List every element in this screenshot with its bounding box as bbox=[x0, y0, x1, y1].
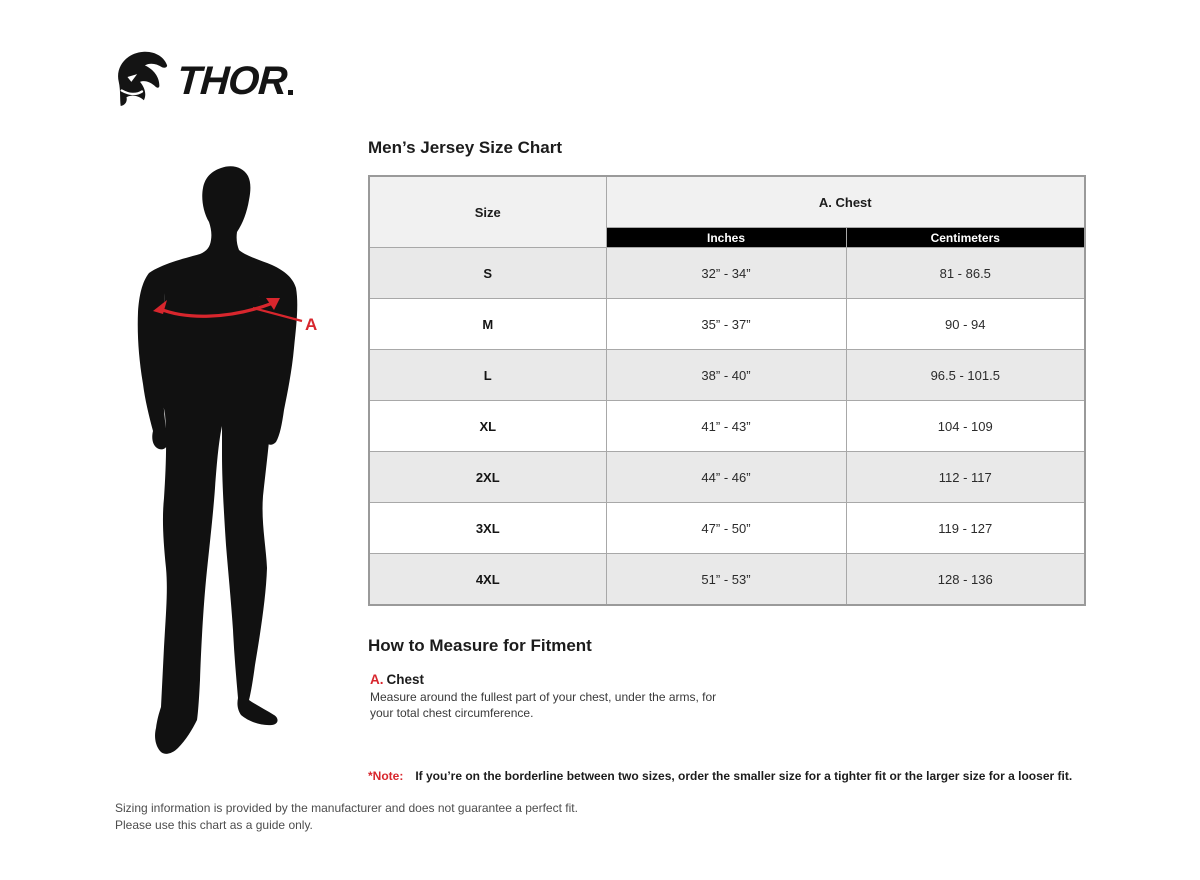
size-label: 3XL bbox=[369, 503, 606, 554]
measure-item-name: Chest bbox=[386, 672, 425, 687]
inches-value: 44” - 46” bbox=[606, 452, 846, 503]
table-row-4xl bbox=[369, 554, 1085, 606]
table-row-s bbox=[369, 248, 1085, 299]
cm-value: 96.5 - 101.5 bbox=[846, 350, 1085, 401]
logo-trademark-dot bbox=[288, 90, 293, 95]
cm-value: 112 - 117 bbox=[846, 452, 1085, 503]
cm-value: 104 - 109 bbox=[846, 401, 1085, 452]
inches-value: 35” - 37” bbox=[606, 299, 846, 350]
thor-logo bbox=[112, 46, 293, 108]
cm-value: 128 - 136 bbox=[846, 554, 1085, 606]
table-row-xl bbox=[369, 401, 1085, 452]
table-row-l bbox=[369, 350, 1085, 401]
table-row-2xl bbox=[369, 452, 1085, 503]
note-label: *Note: bbox=[368, 769, 404, 783]
inches-value: 38” - 40” bbox=[606, 350, 846, 401]
cm-value: 90 - 94 bbox=[846, 299, 1085, 350]
how-to-measure-heading: How to Measure for Fitment bbox=[368, 636, 592, 655]
cm-value: 119 - 127 bbox=[846, 503, 1085, 554]
size-label: S bbox=[369, 248, 606, 299]
logo-wordmark: THOR bbox=[175, 59, 288, 103]
header-size: Size bbox=[369, 176, 606, 248]
size-label: 4XL bbox=[369, 554, 606, 606]
measure-item-letter: A. bbox=[370, 672, 384, 687]
size-label: 2XL bbox=[369, 452, 606, 503]
male-silhouette-shape bbox=[138, 166, 298, 754]
ram-head-icon bbox=[112, 46, 170, 108]
inches-value: 47” - 50” bbox=[606, 503, 846, 554]
disclaimer-line-1: Sizing information is provided by the manufacturer and does not guarantee a perfect fit. bbox=[115, 801, 578, 815]
inches-value: 32” - 34” bbox=[606, 248, 846, 299]
size-label: M bbox=[369, 299, 606, 350]
note-text: If you’re on the borderline between two sizes, order the smaller size for a tighter fit or the larger size for a looser fit. bbox=[415, 769, 1073, 783]
disclaimer bbox=[115, 800, 578, 833]
size-label: L bbox=[369, 350, 606, 401]
size-label: XL bbox=[369, 401, 606, 452]
table-row-m bbox=[369, 299, 1085, 350]
measure-item-title bbox=[370, 672, 750, 687]
sizing-note bbox=[368, 769, 1072, 783]
inches-value: 51” - 53” bbox=[606, 554, 846, 606]
cm-value: 81 - 86.5 bbox=[846, 248, 1085, 299]
header-centimeters: Centimeters bbox=[846, 228, 1085, 248]
inches-value: 41” - 43” bbox=[606, 401, 846, 452]
measure-item-description: Measure around the fullest part of your chest, under the arms, for your total chest circumference. bbox=[370, 690, 717, 720]
table-row-3xl bbox=[369, 503, 1085, 554]
body-silhouette-figure bbox=[110, 160, 350, 780]
measure-item-chest bbox=[370, 672, 750, 721]
disclaimer-line-2: Please use this chart as a guide only. bbox=[115, 817, 313, 832]
chest-measure-label: A bbox=[305, 315, 318, 334]
page-title: Men’s Jersey Size Chart bbox=[368, 138, 563, 157]
male-silhouette-graphic bbox=[110, 160, 350, 780]
header-chest-group: A. Chest bbox=[606, 176, 1085, 228]
size-chart-table bbox=[368, 175, 1086, 606]
header-inches: Inches bbox=[606, 228, 846, 248]
